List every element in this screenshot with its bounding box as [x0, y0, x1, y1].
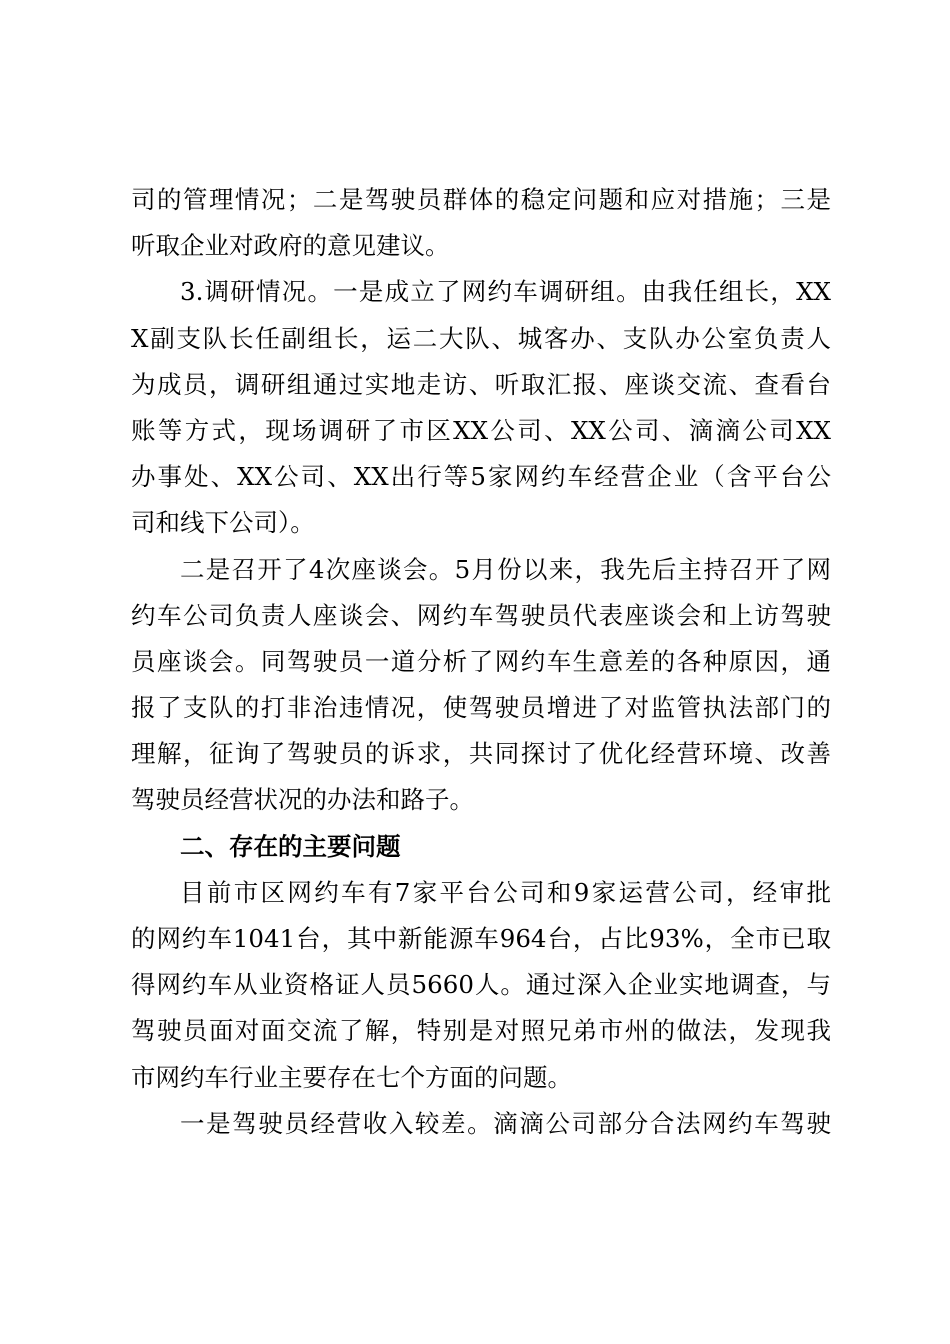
heading-text: 二、存在的主要问题	[180, 831, 401, 861]
text-line: 办事处、XX公司、XX出行等5家网约车经营企业（含平台公	[131, 462, 831, 492]
text-line: 听取企业对政府的意见建议。	[131, 231, 450, 261]
text-line: 员座谈会。同驾驶员一道分析了网约车生意差的各种原因，通	[131, 646, 831, 676]
text-line: 3.调研情况。一是成立了网约车调研组。由我任组长，XX	[180, 277, 831, 307]
paragraph	[131, 870, 831, 1101]
text-line: 驾驶员经营状况的办法和路子。	[131, 785, 474, 815]
paragraph	[131, 1101, 831, 1147]
text-line: 市网约车行业主要存在七个方面的问题。	[131, 1062, 572, 1092]
paragraph	[131, 547, 831, 824]
text-line: 理解，征询了驾驶员的诉求，共同探讨了优化经营环境、改善	[131, 739, 831, 769]
text-line: 的网约车1041台，其中新能源车964台，占比93%，全市已取	[131, 924, 831, 953]
text-line: 司的管理情况；二是驾驶员群体的稳定问题和应对措施；三是	[131, 185, 831, 214]
text-line: 驾驶员面对面交流了解，特别是对照兄弟市州的做法，发现我	[131, 1016, 831, 1046]
text-line: 账等方式，现场调研了市区XX公司、XX公司、滴滴公司XX	[131, 415, 831, 445]
text-line: 司和线下公司）。	[131, 508, 315, 538]
text-line: X副支队长任副组长，运二大队、城客办、支队办公室负责人	[131, 323, 831, 353]
paragraph	[131, 177, 831, 269]
text-line: 约车公司负责人座谈会、网约车驾驶员代表座谈会和上访驾驶	[131, 600, 831, 630]
text-line: 一是驾驶员经营收入较差。滴滴公司部分合法网约车驾驶	[180, 1108, 831, 1138]
document-body	[131, 177, 831, 1147]
text-line: 二是召开了4次座谈会。5月份以来，我先后主持召开了网	[180, 554, 831, 584]
text-line: 为成员，调研组通过实地走访、听取汇报、座谈交流、查看台	[131, 369, 831, 399]
section-heading	[131, 824, 831, 870]
text-line: 得网约车从业资格证人员5660人。通过深入企业实地调查，与	[131, 970, 831, 1000]
paragraph	[131, 269, 831, 546]
text-line: 目前市区网约车有7家平台公司和9家运营公司，经审批	[180, 877, 831, 907]
text-line: 报了支队的打非治违情况，使驾驶员增进了对监管执法部门的	[131, 693, 831, 723]
